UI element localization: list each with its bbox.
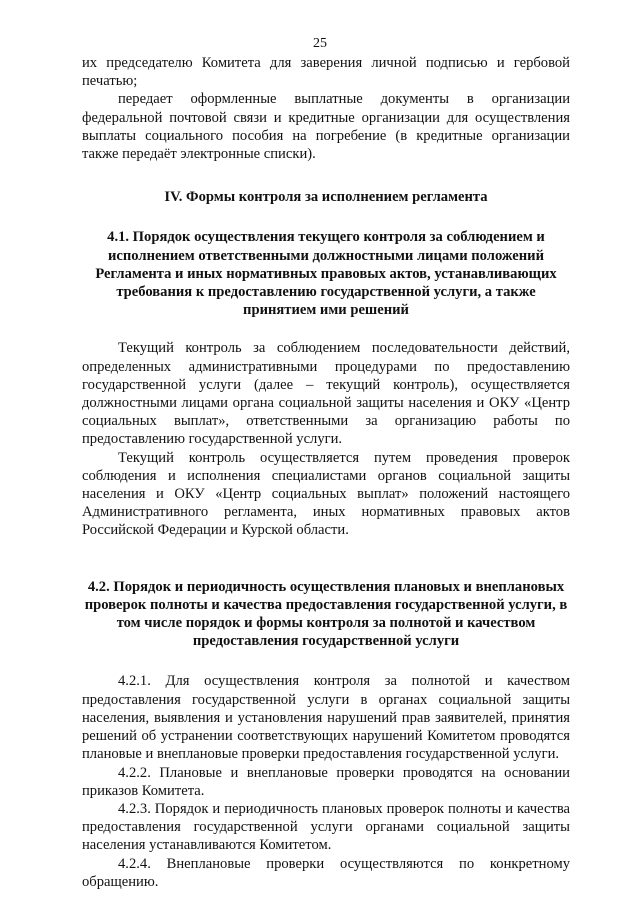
subsection-title-4-1: 4.1. Порядок осуществления текущего контроля за соблюдением и исполнением ответственными должностными лицами положений Регламента и иных нормативных правовых актов, устанавливающих требования к предоставлению государственной услуги, а также принятием ими решений bbox=[95, 229, 557, 319]
paragraph-payment-documents: передает оформленные выплатные документы в организации федеральной почтовой связи и кредитные организации для осуществления выплаты социального пособия на погребение (в кредитные организации также передаёт электронные списки). bbox=[82, 91, 570, 163]
paragraph-4-2-2: 4.2.2. Плановые и внеплановые проверки проводятся на основании приказов Комитета. bbox=[82, 764, 570, 799]
paragraph: Текущий контроль за соблюдением последовательности действий, определенных административными процедурами по предоставлению государственной услуги (далее – текущий контроль), осуществляется должностными лицами органа социальной защиты населения и ОКУ «Центр социальных выплат», ответственными за организацию работы по предоставлению государственной услуги. bbox=[82, 340, 570, 448]
paragraph-4-2-1: 4.2.1. Для осуществления контроля за полнотой и качеством предоставления государственной услуги в органах социальной защиты населения, выявления и установления нарушений прав заявителей, принятия решений об устранении соответствующих нарушений Комитетом проводятся плановые и внеплановые проверки предоставления государственной услуги. bbox=[82, 673, 570, 763]
subsection-body-4-2 bbox=[82, 672, 570, 890]
subsection-title-4-2: 4.2. Порядок и периодичность осуществления плановых и внеплановых проверок полноты и качества предоставления государственной услуги, в том числе порядок и формы контроля за полнотой и качеством предоставления государственной услуги bbox=[84, 578, 568, 650]
section-title-iv: IV. Формы контроля за исполнением регламента bbox=[164, 189, 488, 206]
page-number: 25 bbox=[313, 36, 327, 51]
paragraph-continuation: их председателю Комитета для заверения личной подписью и гербовой печатью; bbox=[82, 55, 570, 90]
paragraph: Текущий контроль осуществляется путем проведения проверок соблюдения и исполнения специалистами органов социальной защиты населения и ОКУ «Центр социальных выплат» положений настоящего Административного регламента, иных нормативных правовых актов Российской Федерации и Курской области. bbox=[82, 449, 570, 539]
paragraph-4-2-3: 4.2.3. Порядок и периодичность плановых проверок полноты и качества предоставления государственной услуги органами социальной защиты населения устанавливаются Комитетом. bbox=[82, 800, 570, 854]
paragraph-4-2-4: 4.2.4. Внеплановые проверки осуществляются по конкретному обращению. bbox=[82, 855, 570, 890]
document-body bbox=[82, 54, 570, 891]
subsection-body-4-1 bbox=[82, 339, 570, 539]
